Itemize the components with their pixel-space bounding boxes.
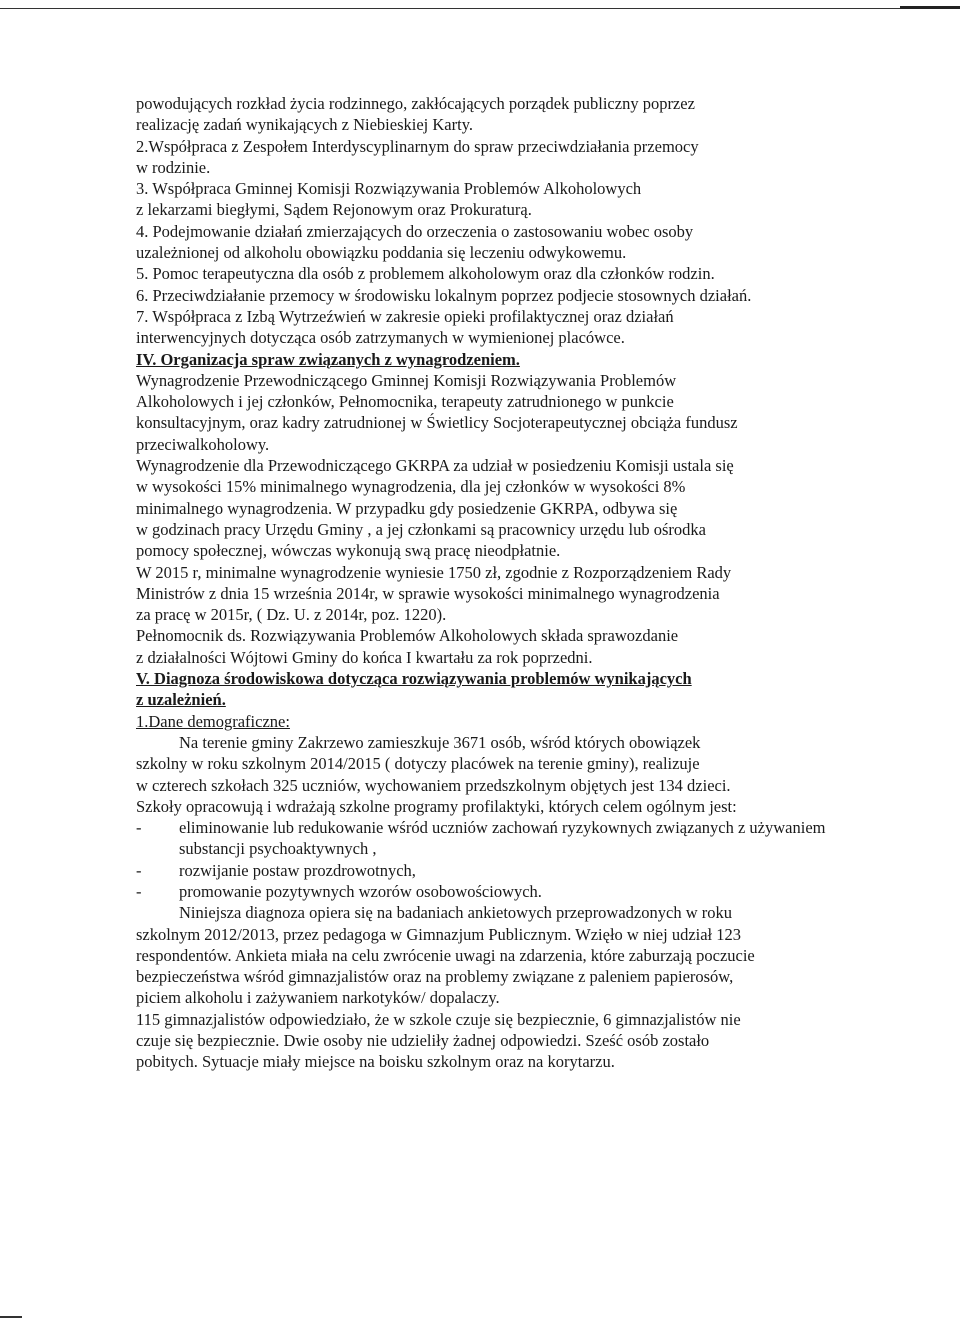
text-line: z działalności Wójtowi Gminy do końca I kwartału za rok poprzedni.: [136, 647, 593, 667]
bullet-item: [136, 881, 836, 902]
text-line: Ministrów z dnia 15 września 2014r, w sprawie wysokości minimalnego wynagrodzenia: [136, 583, 720, 603]
text-line: przeciwalkoholowy.: [136, 434, 270, 454]
text-line: w czterech szkołach 325 uczniów, wychowaniem przedszkolnym objętych jest 134 dzieci.: [136, 775, 731, 795]
text-line: w godzinach pracy Urzędu Gminy , a jej członkami są pracownicy urzędu lub ośrodka: [136, 519, 706, 539]
text-line: piciem alkoholu i zażywaniem narkotyków/ dopalaczy.: [136, 988, 500, 1008]
section-heading-v-continued: z uzależnień.: [136, 690, 226, 710]
text-line: uzależnionej od alkoholu obowiązku poddania się leczeniu odwykowemu.: [136, 243, 627, 263]
text-line: Pełnomocnik ds. Rozwiązywania Problemów Alkoholowych składa sprawozdanie: [136, 626, 679, 646]
text-line: Alkoholowych i jej członków, Pełnomocnika, terapeuty zatrudnionego w punkcie: [136, 392, 674, 412]
text-line: szkolnym 2012/2013, przez pedagoga w Gimnazjum Publicznym. Wzięło w niej udział 123: [136, 924, 742, 944]
top-rule-thick: [900, 6, 960, 9]
text-line: za pracę w 2015r, ( Dz. U. z 2014r, poz. 1220).: [136, 605, 447, 625]
text-line: czuje się bezpiecznie. Dwie osoby nie udzieliły żadnej odpowiedzi. Sześć osób zostało: [136, 1031, 710, 1051]
text-line: 115 gimnazjalistów odpowiedziało, że w szkole czuje się bezpiecznie, 6 gimnazjalistów nie: [136, 1009, 741, 1029]
bullet-item: [136, 817, 836, 860]
text-line: powodujących rozkład życia rodzinnego, zakłócających porządek publiczny poprzez: [136, 94, 695, 113]
subheading-demographics: 1.Dane demograficzne:: [136, 711, 290, 731]
text-line: bezpieczeństwa wśród gimnazjalistów oraz na problemy związane z paleniem papierosów,: [136, 967, 734, 987]
bullet-text: rozwijanie postaw prozdrowotnych,: [179, 860, 416, 880]
text-line: szkolny w roku szkolnym 2014/2015 ( dotyczy placówek na terenie gminy), realizuje: [136, 754, 700, 774]
text-line: 4. Podejmowanie działań zmierzających do orzeczenia o zastosowaniu wobec osoby: [136, 221, 694, 241]
text-line: w wysokości 15% minimalnego wynagrodzenia, dla jej członków w wysokości 8%: [136, 477, 686, 497]
text-line: realizację zadań wynikających z Niebieskiej Karty.: [136, 115, 474, 135]
text-line: interwencyjnych dotycząca osób zatrzymanych w wymienionej placówce.: [136, 328, 625, 348]
text-line: Niniejsza diagnoza opiera się na badaniach ankietowych przeprowadzonych w roku: [179, 903, 732, 923]
text-line: Na terenie gminy Zakrzewo zamieszkuje 3671 osób, wśród których obowiązek: [179, 732, 701, 752]
text-line: konsultacyjnym, oraz kadry zatrudnionej w Świetlicy Socjoterapeutycznej obciąża fundusz: [136, 413, 738, 433]
bullet-text: promowanie pozytywnych wzorów osobowościowych.: [179, 881, 542, 901]
text-line: pomocy społecznej, wówczas wykonują swą pracę nieodpłatnie.: [136, 541, 561, 561]
text-line: pobitych. Sytuacje miały miejsce na boisku szkolnym oraz na korytarzu.: [136, 1052, 615, 1072]
text-line: minimalnego wynagrodzenia. W przypadku gdy posiedzenie GKRPA, odbywa się: [136, 498, 678, 518]
top-rule: [0, 8, 960, 9]
text-line: 6. Przeciwdziałanie przemocy w środowisku lokalnym poprzez podjecie stosownych działań.: [136, 285, 752, 305]
text-line: 3. Współpraca Gminnej Komisji Rozwiązywania Problemów Alkoholowych: [136, 179, 642, 199]
bullet-text: eliminowanie lub redukowanie wśród uczniów zachowań ryzykownych związanych z używaniem substancji psychoaktywnych ,: [179, 818, 826, 859]
bullet-item: [136, 860, 836, 881]
text-line: z lekarzami biegłymi, Sądem Rejonowym oraz Prokuraturą.: [136, 200, 532, 220]
text-line: Szkoły opracowują i wdrażają szkolne programy profilaktyki, których celem ogólnym jest:: [136, 796, 737, 816]
text-line: respondentów. Ankieta miała na celu zwrócenie uwagi na zdarzenia, które zaburzają poczucie: [136, 945, 755, 965]
dash-marker: -: [136, 881, 142, 901]
text-line: W 2015 r, minimalne wynagrodzenie wyniesie 1750 zł, zgodnie z Rozporządzeniem Rady: [136, 562, 732, 582]
bottom-mark: [0, 1316, 22, 1318]
section-heading-iv: IV. Organizacja spraw związanych z wynagrodzeniem.: [136, 349, 520, 369]
text-line: Wynagrodzenie dla Przewodniczącego GKRPA za udział w posiedzeniu Komisji ustala się: [136, 456, 734, 476]
document-page: [136, 93, 836, 1073]
text-line: 2.Współpraca z Zespołem Interdyscyplinarnym do spraw przeciwdziałania przemocy: [136, 136, 699, 156]
text-line: w rodzinie.: [136, 157, 211, 177]
text-line: Wynagrodzenie Przewodniczącego Gminnej Komisji Rozwiązywania Problemów: [136, 370, 677, 390]
dash-marker: -: [136, 860, 142, 880]
section-heading-v: V. Diagnoza środowiskowa dotycząca rozwiązywania problemów wynikających: [136, 669, 692, 689]
text-line: 7. Współpraca z Izbą Wytrzeźwień w zakresie opieki profilaktycznej oraz działań: [136, 306, 674, 326]
dash-marker: -: [136, 818, 142, 838]
text-line: 5. Pomoc terapeutyczna dla osób z problemem alkoholowym oraz dla członków rodzin.: [136, 264, 715, 284]
